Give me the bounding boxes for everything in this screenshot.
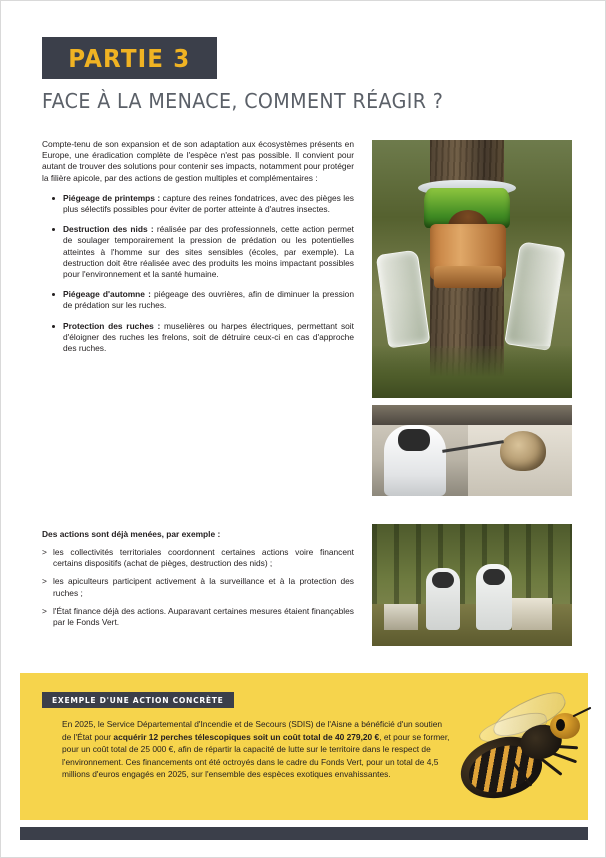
part-banner	[42, 37, 217, 79]
actions-list	[42, 547, 354, 635]
list-item	[42, 289, 354, 311]
example-text-part-bold: acquérir 12 perches télescopiques soit un coût total de 40 279,20 €	[113, 731, 380, 742]
hornet-illustration	[434, 687, 594, 813]
photo-beekeeper-destroying-nest	[372, 405, 572, 496]
beehive-left	[384, 604, 418, 630]
part-label: PARTIE 3	[68, 43, 191, 73]
list-item: > les apiculteurs participent activement à la surveillance et à la protection des ruches ;	[42, 576, 354, 598]
photo-hornet-trap-on-tree	[372, 140, 572, 398]
example-text-part: , et pour se former, pour un coût total de 25 000 €, afin de répartir la capacité de lutte sur le territoire dans le respect de l'environnement. Ces financements ont été octroyés dans le cadre du Fonds Vert, pour un total de 4,5 millions d'euros engagés en 2025, sur l'ensemble des espèces exotiques envahissantes.	[62, 731, 450, 780]
list-item	[42, 321, 354, 355]
example-paragraph	[62, 718, 452, 781]
photo-beekeepers-in-apiary	[372, 524, 572, 646]
roof-edge	[372, 405, 572, 425]
beekeeper-one-hood	[432, 572, 454, 588]
list-item	[42, 224, 354, 280]
example-text-part: En 2025, le Service Départemental d'Incendie et de Secours (SDIS) de l'Aisne a bénéficié d'un soutien de l'État pour	[62, 719, 443, 742]
hornet-eye	[556, 719, 565, 731]
bullet-text: capture des reines fondatrices, avec des pièges les plus sélectifs possibles pour éviter de porter atteinte à d'autres insectes.	[63, 192, 354, 215]
beehive-right	[512, 598, 552, 630]
list-item: > l'État finance déjà des actions. Auparavant certaines mesures étaient finançables par le Fonds Vert.	[42, 606, 354, 628]
list-item	[42, 193, 354, 215]
bullet-text: piégeage des ouvrières, afin de diminuer la pression de prédation sur les ruches.	[63, 289, 354, 311]
list-item: > les collectivités territoriales coordonnent certaines actions voire financent certains dispositifs (achat de pièges, destruction des nids) ;	[42, 547, 354, 569]
bullet-lead: Protection des ruches :	[63, 320, 161, 331]
bullet-text: réalisée par des professionnels, cette action permet de soulager temporairement la pression de prédation ou les potentielles atteintes à l'homme sur des sites sensibles (écoles, par exemple). La destruction doit être réalisée avec des produits les moins impactant possibles pour l'environnement et la santé humaine.	[63, 224, 354, 280]
measures-list	[42, 193, 354, 354]
ground-vegetation	[372, 346, 572, 398]
hornet-antenna	[573, 707, 592, 718]
bullet-text: muselières ou harpes électriques, permettant soit d'éloigner des ruches les frelons, soit de détruire ceux-ci en cas d'approche des ruches.	[63, 320, 354, 354]
example-tag: EXEMPLE D'UNE ACTION CONCRÈTE	[42, 692, 234, 708]
actions-heading: Des actions sont déjà menées, par exemple :	[42, 529, 221, 539]
protective-hood	[398, 429, 430, 451]
bullet-lead: Piégeage d'automne :	[63, 289, 151, 300]
page-title: FACE À LA MENACE, COMMENT RÉAGIR ?	[42, 89, 444, 113]
beekeeper-two-hood	[483, 569, 505, 585]
main-text-column	[42, 139, 354, 363]
footer-bar	[20, 827, 588, 840]
trap-base-ring	[434, 266, 502, 288]
hornet-head	[550, 713, 580, 739]
example-callout-box	[20, 673, 588, 820]
bullet-lead: Destruction des nids :	[63, 224, 154, 235]
bullet-lead: Piégeage de printemps :	[63, 192, 161, 203]
hornet-nest	[500, 431, 546, 471]
intro-paragraph: Compte-tenu de son expansion et de son adaptation aux écosystèmes présents en Europe, une éradication complète de l'espèce n'est pas possible. Il convient pour autant de trouver des solutions pour contenir ses impacts, notamment pour protéger la filière apicole, par des actions de gestion multiples et complémentaires :	[42, 139, 354, 183]
